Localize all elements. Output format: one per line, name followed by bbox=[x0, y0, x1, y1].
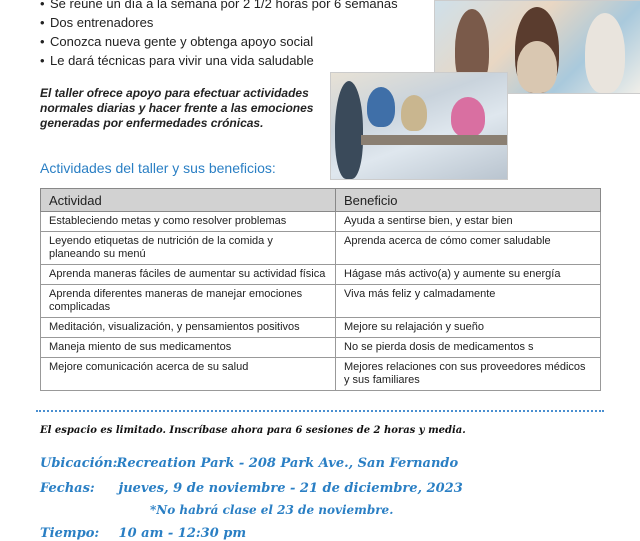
section-title: Actividades del taller y sus beneficios: bbox=[40, 160, 276, 176]
list-item: • Conozca nueva gente y obtenga apoyo social bbox=[40, 32, 430, 51]
activity-cell: Meditación, visualización, y pensamientos positivos bbox=[41, 318, 336, 338]
activity-cell: Mejore comunicación acerca de su salud bbox=[41, 358, 336, 391]
table-row bbox=[41, 338, 601, 358]
group-photo-classroom bbox=[330, 72, 508, 180]
location-value: Recreation Park - 208 Park Ave., San Fernando bbox=[116, 456, 459, 471]
list-item: • Le dará técnicas para vivir una vida saludable bbox=[40, 51, 430, 70]
benefit-cell: Mejores relaciones con sus proveedores médicos y sus familiares bbox=[336, 358, 601, 391]
column-header-activity: Actividad bbox=[41, 189, 336, 212]
activity-cell: Maneja miento de sus medicamentos bbox=[41, 338, 336, 358]
table-row bbox=[41, 318, 601, 338]
location-label: Ubicación: bbox=[40, 456, 118, 471]
dates-label: Fechas: bbox=[40, 481, 95, 496]
activity-cell: Aprenda diferentes maneras de manejar emociones complicadas bbox=[41, 285, 336, 318]
table-row bbox=[41, 265, 601, 285]
activity-cell: Leyendo etiquetas de nutrición de la comida y planeando su menú bbox=[41, 232, 336, 265]
benefit-cell: Viva más feliz y calmadamente bbox=[336, 285, 601, 318]
dates-line bbox=[40, 481, 463, 496]
table-row bbox=[41, 212, 601, 232]
time-value: 10 am - 12:30 pm bbox=[118, 526, 247, 541]
benefit-cell: No se pierda dosis de medicamentos s bbox=[336, 338, 601, 358]
benefit-cell: Aprenda acerca de cómo comer saludable bbox=[336, 232, 601, 265]
time-line bbox=[40, 526, 246, 541]
feature-list bbox=[40, 0, 430, 70]
table-row bbox=[41, 232, 601, 265]
limited-notice: El espacio es limitado. Inscríbase ahora para 6 sesiones de 2 horas y media. bbox=[40, 425, 466, 436]
benefit-cell: Mejore su relajación y sueño bbox=[336, 318, 601, 338]
activities-table bbox=[40, 188, 601, 391]
dates-value: jueves, 9 de noviembre - 21 de diciembre, 2023 bbox=[118, 481, 463, 496]
table-row bbox=[41, 285, 601, 318]
benefit-cell: Hágase más activo(a) y aumente su energía bbox=[336, 265, 601, 285]
activity-cell: Aprenda maneras fáciles de aumentar su actividad física bbox=[41, 265, 336, 285]
no-class-note: *No habrá clase el 23 de noviembre. bbox=[150, 503, 394, 517]
table-header-row bbox=[41, 189, 601, 212]
list-item: • Se reúne un día a la semana por 2 1/2 horas por 6 semanas bbox=[40, 0, 430, 13]
time-label: Tiempo: bbox=[40, 526, 100, 541]
dotted-divider bbox=[36, 410, 604, 412]
list-item: • Dos entrenadores bbox=[40, 13, 430, 32]
column-header-benefit: Beneficio bbox=[336, 189, 601, 212]
location-line bbox=[40, 456, 458, 471]
intro-text: El taller ofrece apoyo para efectuar actividades normales diarias y hacer frente a las emociones generadas por enfermedades crónicas. bbox=[40, 86, 314, 130]
activity-cell: Estableciendo metas y como resolver problemas bbox=[41, 212, 336, 232]
benefit-cell: Ayuda a sentirse bien, y estar bien bbox=[336, 212, 601, 232]
table-row bbox=[41, 358, 601, 391]
